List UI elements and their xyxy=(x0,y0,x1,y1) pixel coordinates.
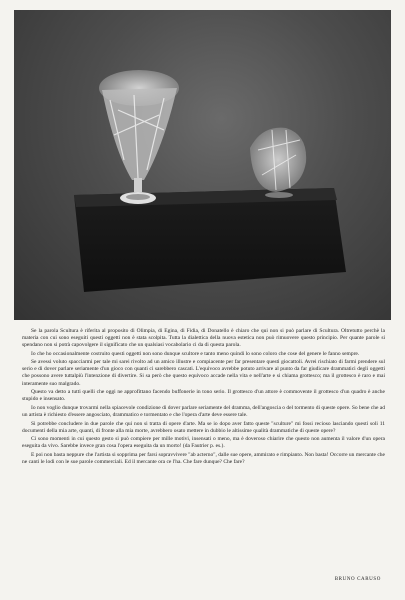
article-paragraph: Io non voglio dunque trovarmi nella spiacevole condizione di dover parlare seriamente del dramma, dell'angoscia o del tormento di queste opere. So bene che ad un artista è richiesto d'essere angosciato, drammatico e tormentato e che l'opera d'arte deve essere tale. xyxy=(22,404,385,418)
article-body xyxy=(22,328,385,468)
photo-illustration xyxy=(14,10,391,320)
article-paragraph: E poi non basta neppure che l'artista si sopprima per farsi sopravvivere "ab acterno", dalle sue opere, ammirato e rimpianto. Non basta! Occorre un mercante che ne canti le lodi con le sue parole commerciali. Ed il mercante ora ce l'ha. Che fare dunque? Che fare? xyxy=(22,451,385,465)
article-paragraph: Io che ho occasionalmente costruito questi oggetti non sono dunque scultore e tanto meno quindi lo sono coloro che cose del genere le fanno sempre. xyxy=(31,350,360,357)
left-sculpture xyxy=(99,70,179,204)
article-paragraph: Si potrebbe concludere in due parole che qui non si tratta di opere d'arte. Ma se io dopo aver fatto queste "sculture" mi fossi recioso lasciando questi soli 11 documenti della mia arte, quanti, di fronte alla mia morte, avrebbero osato mettere in dubbio le altissime qualità drammatiche di queste opere? xyxy=(22,420,385,434)
article-paragraph: Ci sono momenti in cui questo gesto si può compiere per mille motivi, insensati o meno, ma è doveroso chiarire che questo non aumenta il valore d'un opera eseguita da vivo. Sarebbe invece gran cosa l'opera eseguita da un morto! (da Fautrier p. es.). xyxy=(22,436,385,450)
article-paragraph: Se avessi voluto spacciarmi per tale mi sarei rivolto ad un amico illustre e compiacente per far presentare questi giocattoli. Avrei rischiato di farmi prendere sul serio e di dover parlare seriamente d'un gioco con quanti ci sarebbero cascati. L'equivoco avrebbe potuto arrivare al punto da far giudicare drammatici degli oggetti che possono avere tuttalpiù l'intenzione di divertire. Si sa però che questo equivoco accade nella vita e nell'arte e si chiama grottesco; ma il grottesco è raro e mai interamente suo malgrado. xyxy=(22,359,385,387)
sculpture-photo xyxy=(14,10,391,320)
right-sculpture xyxy=(250,128,306,198)
article-paragraph: Se la parola Scultura è riferita al proposito di Olimpia, di Egina, di Fidia, di Donatello è chiaro che qui non si può parlare di Scultura. Oltretutto perchè la materia con cui sono eseguiti questi oggetti non è stata scolpita. Tutta la dialettica della nuova estetica non può rimuovere questo principio. Per quante parole si spendano non si potrà capovolgere il significato che un qualsiasi vocabolario ci da di questa parola. xyxy=(22,328,385,349)
article-paragraph: Questo va detto a tutti quelli che oggi ne approfittano facendo buffonerie in tono serio. Il grottesco d'un attore è commovente il grottesco d'un quadro è anche stupido e insensato. xyxy=(22,389,385,403)
author-signature: BRUNO CARUSO xyxy=(334,577,381,582)
